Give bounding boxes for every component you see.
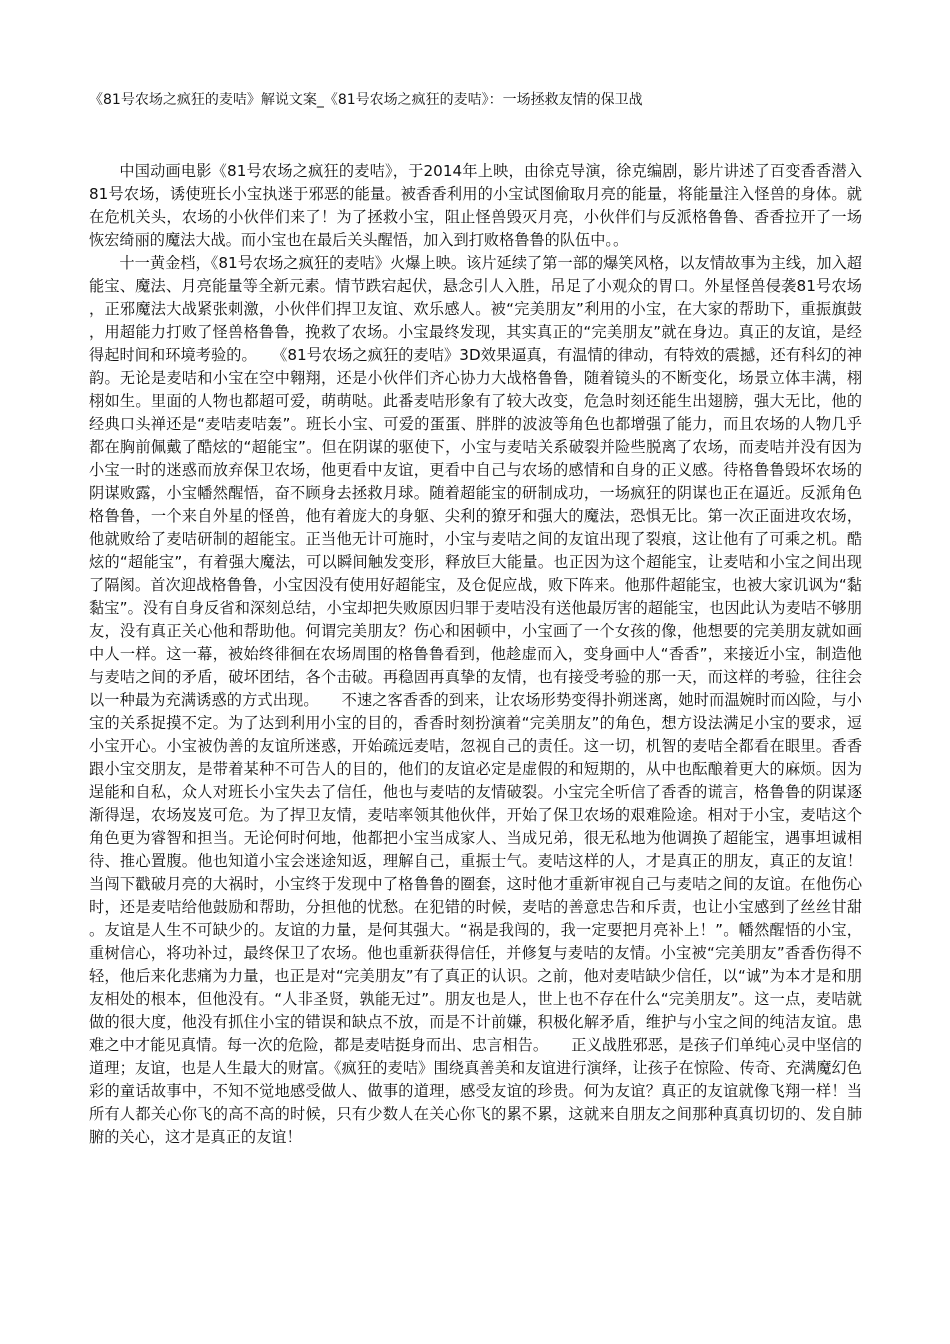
document-title: 《81号农场之疯狂的麦咭》解说文案_《81号农场之疯狂的麦咭》：一场拯救友情的保卫战 (89, 92, 643, 108)
paragraph-intro: 中国动画电影《81号农场之疯狂的麦咭》，于2014年上映，由徐克导演，徐克编剧，影片讲述了百变香香潜入81号农场，诱使班长小宝执迷于邪恶的能量。被香香利用的小宝试图偷取月亮的能量，将能量注入怪兽的身体。就在危机关头，农场的小伙伴们来了！为了拯救小宝，阻止怪兽毁灭月亮，小伙伴们与反派格鲁鲁、香香拉开了一场恢宏绮丽的魔法大战。而小宝也在最后关头醒悟，加入到打败格鲁鲁的队伍中。。 (89, 162, 862, 249)
paragraph-review: 十一黄金档，《81号农场之疯狂的麦咭》火爆上映。该片延续了第一部的爆笑风格，以友情故事为主线，加入超能宝、魔法、月亮能量等全新元素。情节跌宕起伏，悬念引人入胜，吊足了小观众的胃口。外星怪兽侵袭81号农场，正邪魔法大战紧张刺激，小伙伴们捍卫友谊、欢乐感人。被“完美朋友”利用的小宝，在大家的帮助下，重振旗鼓，用超能力打败了怪兽格鲁鲁，挽救了农场。小宝最终发现，其实真正的“完美朋友”就在身边。真正的友谊，是经得起时间和环境考验的。 《81号农场之疯狂的麦咭》3D效果逼真，有温情的律动，有特效的震撼，还有科幻的神韵。无论是麦咭和小宝在空中翱翔，还是小伙伴们齐心协力大战格鲁鲁，随着镜头的不断变化，场景立体丰满，栩栩如生。里面的人物也都超可爱，萌萌哒。此番麦咭形象有了较大改变，危急时刻还能生出翅膀，强大无比，他的经典口头禅还是“麦咭麦咭轰”。班长小宝、可爱的蛋蛋、胖胖的波波等角色也都增强了能力，而且农场的人物几乎都在胸前佩戴了酷炫的“超能宝”。但在阴谋的驱使下，小宝与麦咭关系破裂并险些脱离了农场，而麦咭并没有因为小宝一时的迷惑而放弃保卫农场，他更看中友谊，更看中自己与农场的感情和自身的正义感。待格鲁鲁毁坏农场的阴谋败露，小宝幡然醒悟，奋不顾身去拯救月球。随着超能宝的研制成功，一场疯狂的阴谋也正在逼近。反派角色格鲁鲁，一个来自外星的怪兽，他有着庞大的身躯、尖利的獠牙和强大的魔法，恐惧无比。第一次正面进攻农场，他就败给了麦咭研制的超能宝。正当他无计可施时，小宝与麦咭之间的友谊出现了裂痕，这让他有了可乘之机。酷炫的“超能宝”，有着强大魔法，可以瞬间触发变形，释放巨大能量。也正因为这个超能宝，让麦咭和小宝之间出现了隔阂。首次迎战格鲁鲁，小宝因没有使用好超能宝，及仓促应战，败下阵来。他那件超能宝，也被大家讥讽为“黏黏宝”。没有自身反省和深刻总结，小宝却把失败原因归罪于麦咭没有送他最厉害的超能宝，也因此认为麦咭不够朋友，没有真正关心他和帮助他。何谓完美朋友？伤心和困顿中，小宝画了一个女孩的像，他想要的完美朋友就如画中人一样。这一幕，被始终徘徊在农场周围的格鲁鲁看到，他趁虚而入，变身画中人“香香”，来接近小宝，制造他与麦咭之间的矛盾，破坏团结，各个击破。再稳固再真挚的友情，也有接受考验的那一天，而这样的考验，往往会以一种最为充满诱惑的方式出现。 不速之客香香的到来，让农场形势变得扑朔迷离，她时而温婉时而凶险，与小宝的关系捉摸不定。为了达到利用小宝的目的，香香时刻扮演着“完美朋友”的角色，想方设法满足小宝的要求，逗小宝开心。小宝被伪善的友谊所迷惑，开始疏远麦咭，忽视自己的责任。这一切，机智的麦咭全都看在眼里。香香跟小宝交朋友，是带着某种不可告人的目的，他们的友谊必定是虚假的和短期的，从中也酝酿着更大的麻烦。因为逞能和自私，众人对班长小宝失去了信任，他也与麦咭的友情破裂。小宝完全听信了香香的谎言，格鲁鲁的阴谋逐渐得逞，农场岌岌可危。为了捍卫友情，麦咭率领其他伙伴，开始了保卫农场的艰难险途。相对于小宝，麦咭这个角色更为睿智和担当。无论何时何地，他都把小宝当成家人、当成兄弟，很无私地为他调换了超能宝，遇事坦诚相待、推心置腹。他也知道小宝会迷途知返，理解自己，重振士气。麦咭这样的人，才是真正的朋友，真正的友谊！ 当闯下戳破月亮的大祸时，小宝终于发现中了格鲁鲁的圈套，这时他才重新审视自己与麦咭之间的友谊。在他伤心时，还是麦咭给他鼓励和帮助，分担他的忧愁。在犯错的时候，麦咭的善意忠告和斥责，也让小宝感到了丝丝甘甜。友谊是人生不可缺少的。友谊的力量，是何其强大。“祸是我闯的，我一定要把月亮补上！”。幡然醒悟的小宝，重树信心，将功补过，最终保卫了农场。他也重新获得信任，并修复与麦咭的友情。小宝被“完美朋友”香香伤得不轻，他后来化悲痛为力量，也正是对“完美朋友”有了真正的认识。之前，他对麦咭缺少信任，以“诚”为本才是和朋友相处的根本，但他没有。“人非圣贤，孰能无过”。朋友也是人，世上也不存在什么“完美朋友”。这一点，麦咭就做的很大度，他没有抓住小宝的错误和缺点不放，而是不计前嫌，积极化解矛盾，维护与小宝之间的纯洁友谊。患难之中才能见真情。每一次的危险，都是麦咭挺身而出、忠言相告。 正义战胜邪恶，是孩子们单纯心灵中坚信的道理；友谊，也是人生最大的财富。《疯狂的麦咭》围绕真善美和友谊进行演绎，让孩子在惊险、传奇、充满魔幻色彩的童话故事中，不知不觉地感受做人、做事的道理，感受友谊的珍贵。何为友谊？真正的友谊就像飞翔一样！当所有人都关心你飞的高不高的时候，只有少数人在关心你飞的累不累，这就来自朋友之间那种真真切切的、发自肺腑的关心，这才是真正的友谊！ (89, 254, 893, 1146)
